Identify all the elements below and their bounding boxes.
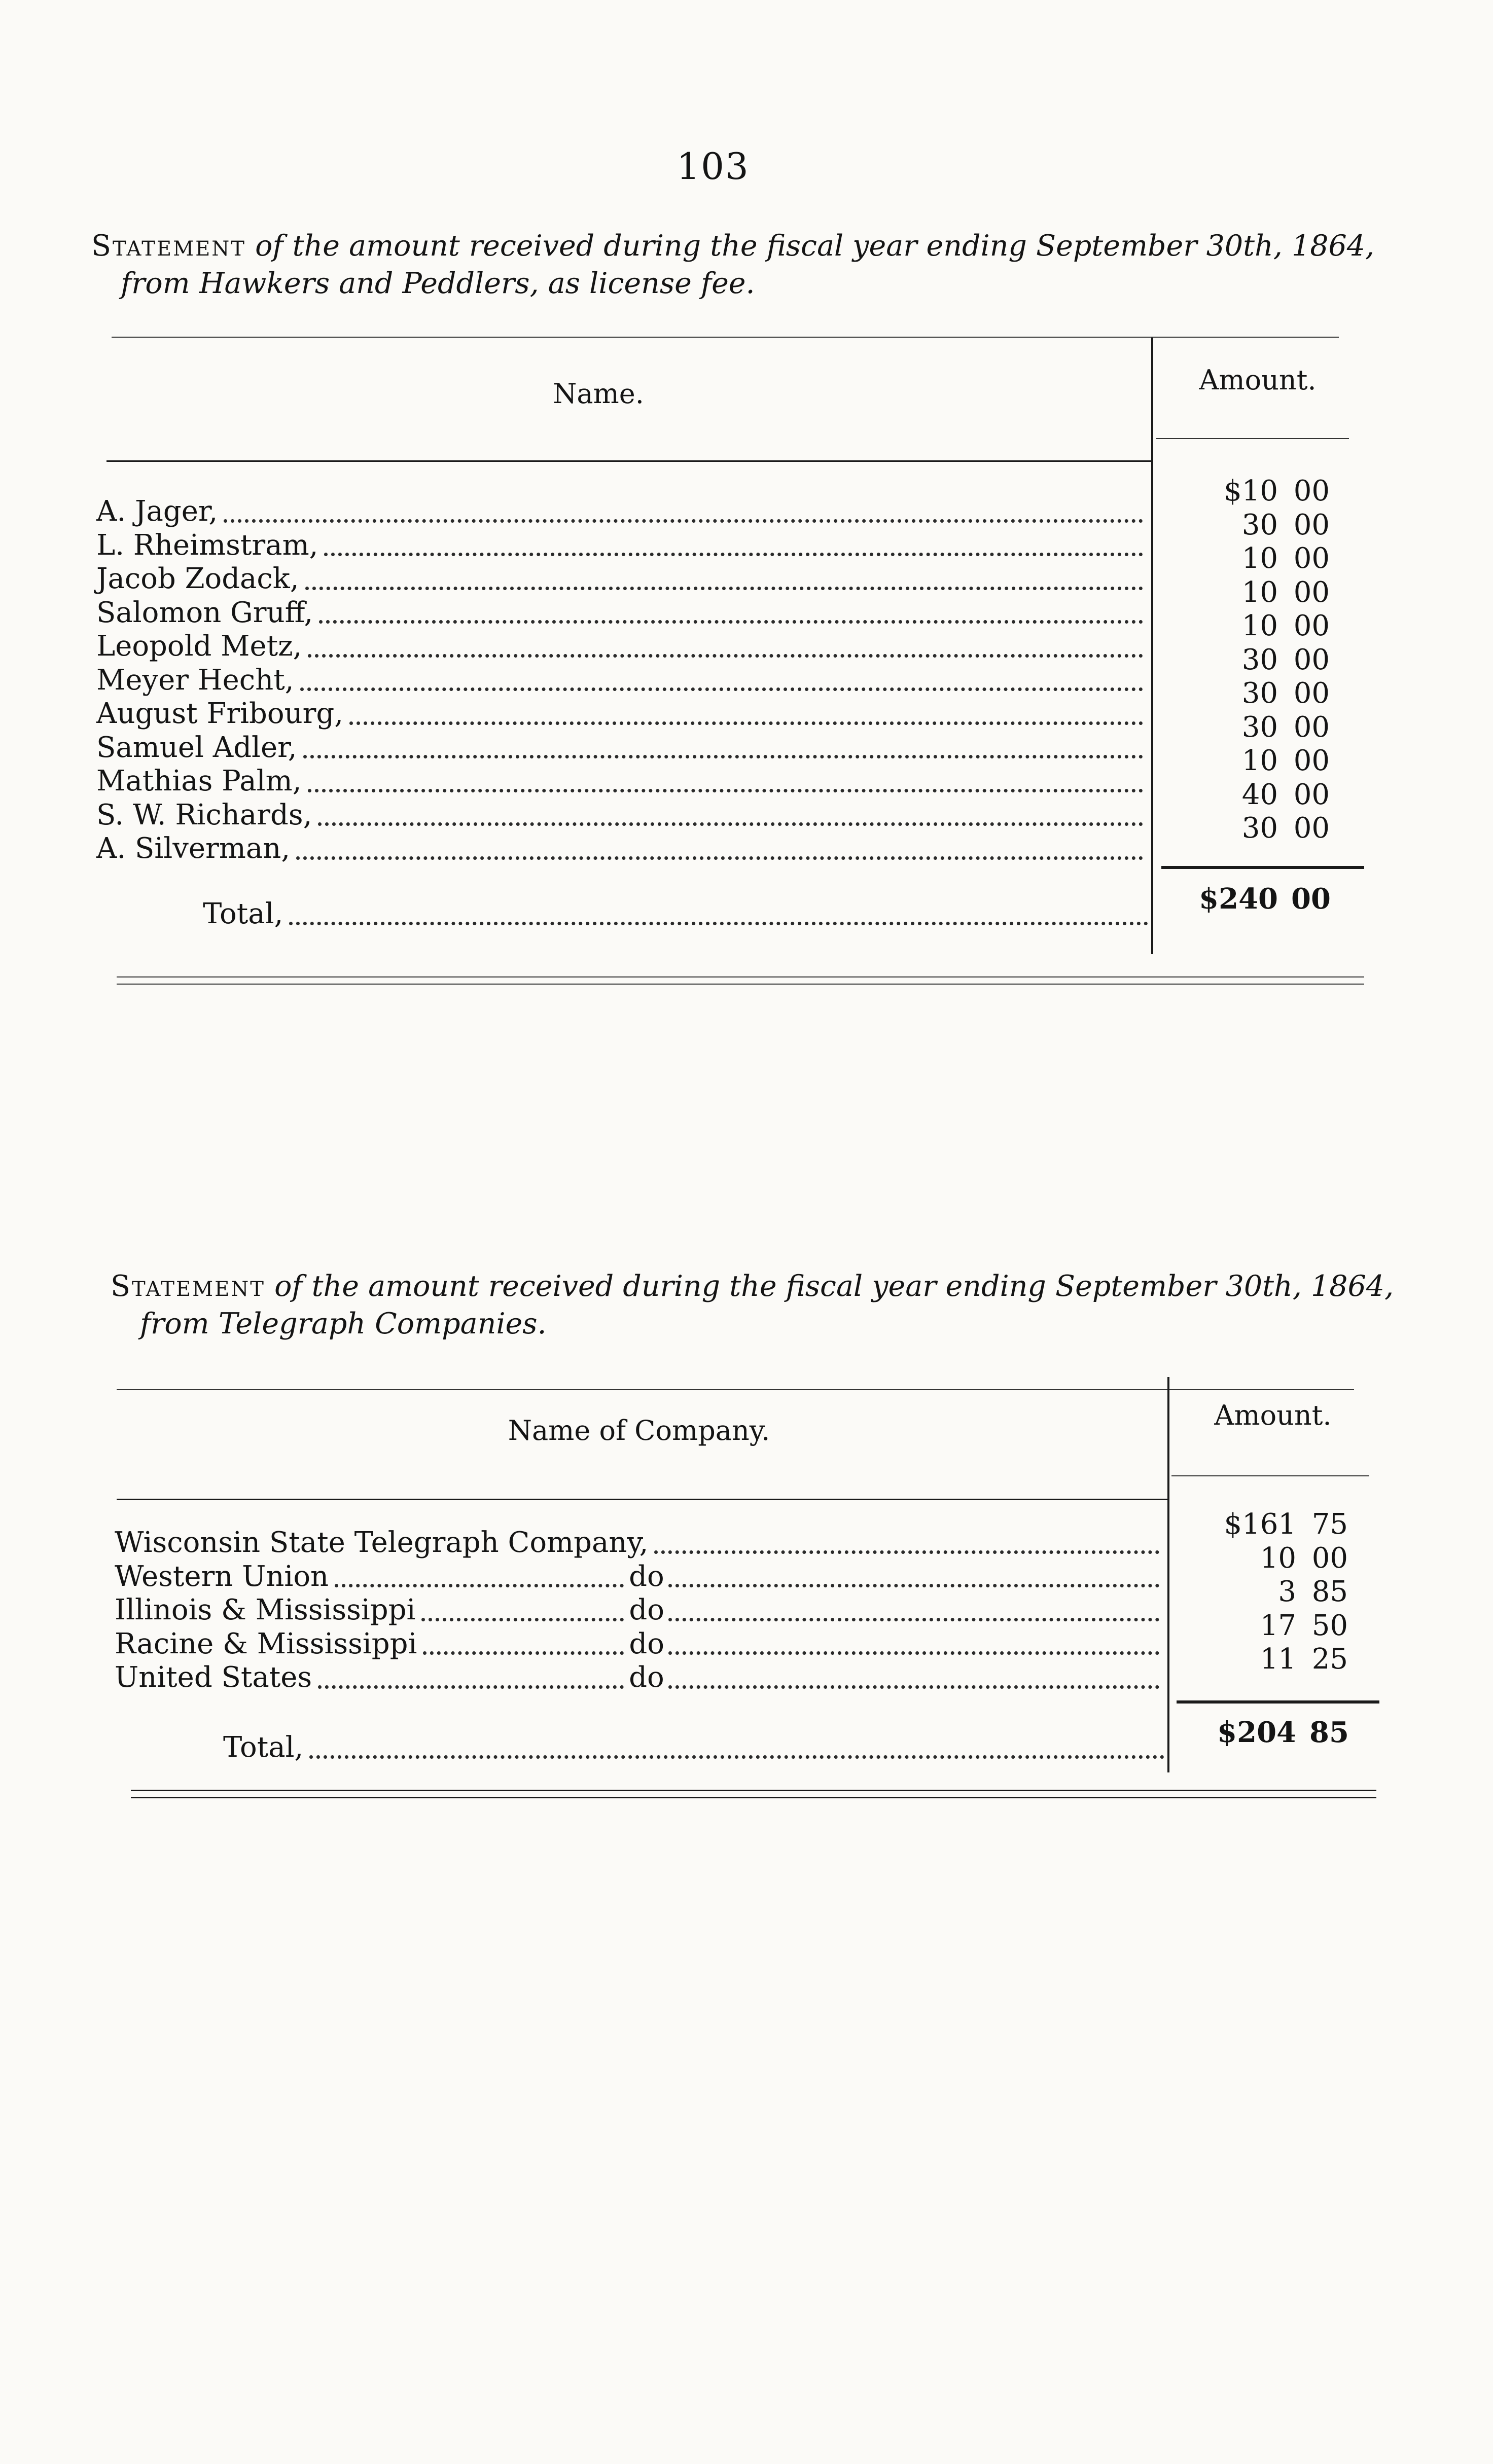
telegraph-statement-title: [111, 1267, 1394, 1343]
telegraph-row: [115, 1661, 1162, 1694]
hawker-amount-dollars: 30: [1241, 508, 1278, 541]
hawker-amount-cents: 00: [1293, 677, 1330, 710]
hawker-amount-dollars: 40: [1241, 778, 1278, 811]
telegraph-title-rest: of the amount received during the fiscal year ending September 30th, 1864,: [265, 1270, 1394, 1303]
hawker-amount-cents: 00: [1293, 609, 1330, 642]
telegraph-total-row: [112, 1731, 1167, 1764]
leader-dots: [668, 1651, 1159, 1655]
hawkers-amount-head-rule: [1156, 438, 1349, 439]
company-amount: [1182, 1609, 1379, 1643]
hawker-name: Mathias Palm,: [96, 765, 302, 798]
telegraph-total-label: Total,: [223, 1731, 304, 1764]
hawker-amount: [1166, 609, 1359, 643]
telegraph-bottom-rule-2: [131, 1797, 1376, 1798]
leader-dots: [224, 519, 1143, 523]
hawker-amount: [1166, 643, 1359, 677]
hawker-name: Meyer Hecht,: [96, 663, 294, 697]
hawker-amount-cents: 00: [1293, 508, 1330, 541]
hawker-amount: [1166, 677, 1359, 710]
hawker-amount-dollars: 10: [1241, 744, 1278, 777]
telegraph-row: [115, 1627, 1162, 1661]
company-amount-dollars: 17: [1260, 1609, 1296, 1642]
telegraph-sum-rule: [1177, 1700, 1379, 1704]
hawkers-total-dollars: $240: [1199, 882, 1278, 916]
hawkers-statement-title: [91, 227, 1374, 302]
hawkers-row: [96, 596, 1146, 630]
company-amount-cents: 50: [1311, 1609, 1348, 1642]
leader-dots: [300, 687, 1143, 691]
hawker-amount-dollars: 30: [1241, 710, 1278, 744]
hawker-amount-cents: 00: [1293, 812, 1330, 845]
hawker-amount-dollars: 10: [1241, 575, 1278, 609]
hawkers-row: [96, 765, 1146, 798]
company-amount-dollars: $161: [1224, 1508, 1296, 1541]
hawker-amount-dollars: 30: [1241, 677, 1278, 710]
hawker-amount-cents: 00: [1293, 475, 1330, 508]
telegraph-amount-head-rule: [1171, 1475, 1369, 1476]
leader-dots: [308, 654, 1143, 658]
hawker-amount-cents: 00: [1293, 778, 1330, 811]
leader-dots: [296, 856, 1143, 860]
hawkers-col-amount: Amount.: [1199, 364, 1317, 396]
telegraph-title-line2: from Telegraph Companies.: [140, 1307, 547, 1340]
page-number: 103: [677, 145, 750, 188]
leader-dots: [654, 1550, 1159, 1554]
telegraph-row: [115, 1560, 1162, 1593]
hawker-amount: [1166, 542, 1359, 575]
hawker-amount: [1166, 475, 1359, 508]
hawker-amount-dollars: 10: [1241, 609, 1278, 642]
leader-dots: [303, 755, 1143, 758]
hawkers-row: [96, 562, 1146, 596]
hawkers-total-row: [96, 897, 1151, 931]
hawkers-bottom-rule-2: [117, 984, 1364, 985]
hawkers-row: [96, 731, 1146, 765]
hawker-amount: [1166, 711, 1359, 744]
leader-dots: [319, 620, 1143, 624]
hawker-amount-dollars: 30: [1241, 643, 1278, 676]
telegraph-row: [115, 1593, 1162, 1627]
hawkers-bottom-rule-1: [117, 976, 1364, 977]
telegraph-total-cents: 85: [1309, 1716, 1349, 1749]
hawker-name: Jacob Zodack,: [96, 562, 299, 595]
hawker-amount-dollars: 30: [1241, 812, 1278, 845]
hawker-name: S. W. Richards,: [96, 798, 312, 831]
leader-dots: [335, 1584, 624, 1587]
leader-dots: [318, 1685, 624, 1689]
hawkers-title-line2: from Hawkers and Peddlers, as license fee.: [121, 267, 755, 300]
hawker-name: Salomon Gruff,: [96, 596, 313, 629]
company-name: Wisconsin State Telegraph Company,: [115, 1526, 649, 1559]
hawkers-row: [96, 495, 1146, 528]
company-name: Illinois & Mississippi: [115, 1593, 416, 1626]
ditto-mark: do: [629, 1627, 664, 1660]
hawkers-title-lead: Statement: [91, 229, 246, 263]
hawkers-col-name: Name.: [553, 378, 644, 410]
leader-dots: [289, 922, 1148, 925]
company-amount: [1182, 1643, 1379, 1676]
leader-dots: [318, 822, 1143, 826]
ditto-mark: do: [629, 1661, 664, 1694]
company-amount-cents: 85: [1311, 1575, 1348, 1608]
hawkers-row: [96, 799, 1146, 832]
leader-dots: [305, 587, 1143, 590]
leader-dots: [423, 1651, 624, 1655]
hawker-amount: [1166, 744, 1359, 778]
hawker-amount: [1166, 576, 1359, 609]
telegraph-bottom-rule-1: [131, 1790, 1376, 1791]
hawkers-head-rule: [106, 460, 1151, 462]
telegraph-total-amount: [1182, 1716, 1379, 1749]
hawkers-row: [96, 529, 1146, 562]
telegraph-col-amount: Amount.: [1214, 1399, 1332, 1431]
hawker-name: A. Jager,: [96, 495, 218, 528]
telegraph-total-dollars: $204: [1217, 1716, 1296, 1749]
leader-dots: [349, 721, 1143, 725]
hawker-amount-cents: 00: [1293, 575, 1330, 609]
hawker-amount-cents: 00: [1293, 744, 1330, 777]
leader-dots: [421, 1618, 624, 1621]
company-amount-cents: 75: [1311, 1508, 1348, 1541]
leader-dots: [324, 553, 1143, 556]
telegraph-column-divider: [1167, 1377, 1169, 1772]
ditto-mark: do: [629, 1593, 664, 1626]
hawkers-row: [96, 630, 1146, 663]
hawker-name: Samuel Adler,: [96, 731, 297, 764]
hawker-name: Leopold Metz,: [96, 630, 302, 663]
company-amount-dollars: 10: [1260, 1541, 1296, 1575]
hawker-name: L. Rheimstram,: [96, 528, 318, 562]
leader-dots: [668, 1584, 1159, 1587]
hawker-amount: [1166, 778, 1359, 812]
company-amount-dollars: 3: [1278, 1575, 1296, 1608]
hawker-name: A. Silverman,: [96, 832, 291, 865]
company-amount: [1182, 1575, 1379, 1609]
company-amount-cents: 25: [1311, 1643, 1348, 1676]
company-name: Western Union: [115, 1560, 329, 1593]
ditto-mark: do: [629, 1560, 664, 1593]
leader-dots: [309, 1755, 1164, 1759]
telegraph-head-rule: [117, 1499, 1167, 1500]
leader-dots: [668, 1685, 1159, 1689]
hawkers-total-amount: [1166, 882, 1359, 916]
leader-dots: [668, 1618, 1159, 1621]
telegraph-row: [115, 1526, 1162, 1560]
hawkers-top-rule: [112, 337, 1339, 338]
company-amount: [1182, 1542, 1379, 1575]
company-amount-cents: 00: [1311, 1541, 1348, 1575]
hawker-amount-cents: 00: [1293, 710, 1330, 744]
hawkers-total-label: Total,: [203, 897, 283, 930]
telegraph-title-lead: Statement: [111, 1270, 265, 1303]
company-name: Racine & Mississippi: [115, 1627, 417, 1660]
hawkers-title-rest: of the amount received during the fiscal year ending September 30th, 1864,: [245, 229, 1375, 263]
telegraph-col-name: Name of Company.: [508, 1415, 770, 1446]
hawkers-row: [96, 664, 1146, 697]
hawker-amount-cents: 00: [1293, 542, 1330, 575]
hawker-amount: [1166, 509, 1359, 542]
leader-dots: [308, 789, 1144, 792]
company-amount-dollars: 11: [1260, 1643, 1296, 1676]
hawker-amount: [1166, 812, 1359, 845]
hawker-amount-cents: 00: [1293, 643, 1330, 676]
hawkers-row: [96, 832, 1146, 865]
company-amount: [1182, 1508, 1379, 1541]
hawker-name: August Fribourg,: [96, 697, 344, 730]
hawkers-total-cents: 00: [1291, 882, 1331, 916]
hawkers-column-divider: [1151, 338, 1153, 954]
hawkers-sum-rule: [1161, 866, 1364, 869]
hawker-amount-dollars: $10: [1224, 475, 1278, 508]
hawker-amount-dollars: 10: [1241, 542, 1278, 575]
company-name: United States: [115, 1661, 312, 1694]
hawkers-row: [96, 697, 1146, 731]
